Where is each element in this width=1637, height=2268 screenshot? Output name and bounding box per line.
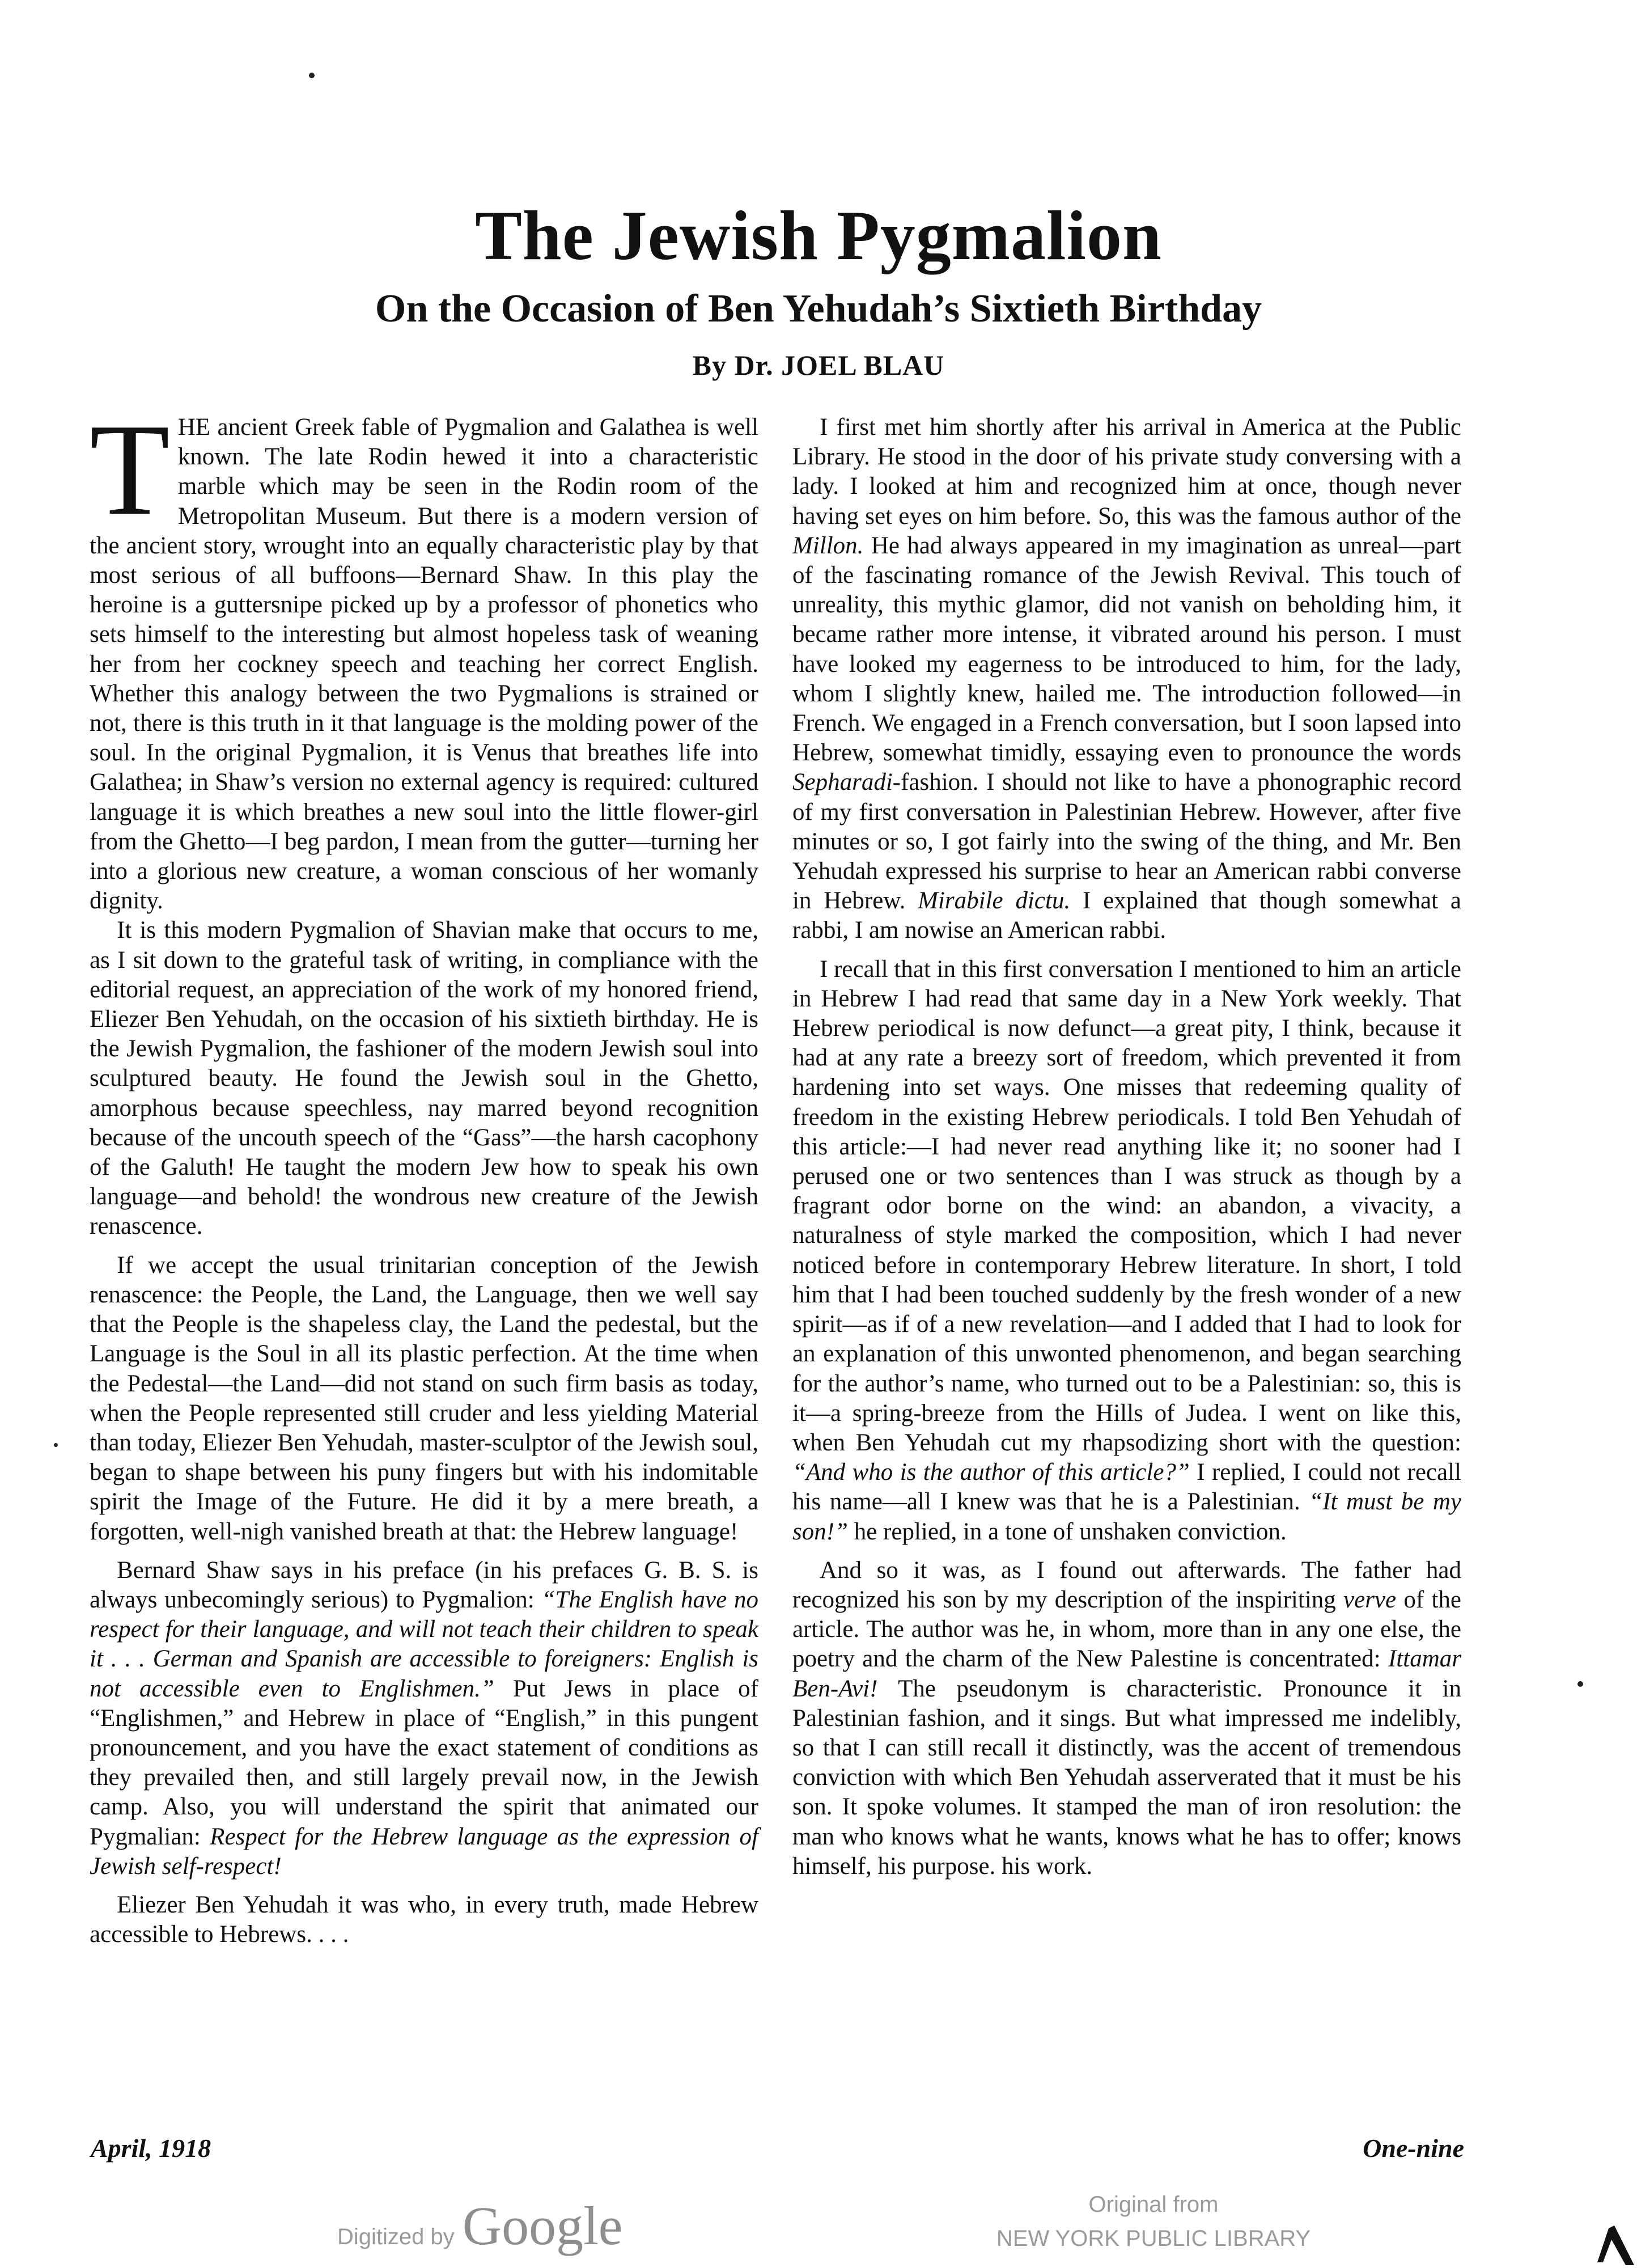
paragraph-1: [90, 397, 758, 916]
motto-quote: Respect for the Hebrew language as the expression of Jewish self-respect!: [90, 1823, 759, 1880]
pseudonym: Ittamar Ben-Avi!: [792, 1645, 1461, 1702]
paragraph-3: If we accept the usual trinitarian conception of the Jewish renascence: the People, the Land, the Language, then we well say that the People is the shapeless clay, the Land the pedestal, but the Language is the Soul in all its plastic perfection. At the time when the Pedestal—the Land—did not stand on such firm basis as today, when the People represented still cruder and less yielding Material than today, Eliezer Ben Yehudah, master-sculptor of the Jewish soul, began to shape between his puny fingers but with his indomitable spirit the Image of the Future. He did it by a mere breath, a forgotten, well-nigh vanished breath at that: the Hebrew language!: [90, 1251, 758, 1545]
paragraph-6: [792, 413, 1461, 946]
article-title: The Jewish Pygmalion: [475, 197, 1162, 274]
library-name: NEW YORK PUBLIC LIBRARY: [996, 2226, 1311, 2251]
scan-speck: [309, 73, 315, 78]
verve-term: verve: [1343, 1586, 1397, 1613]
paragraph-5: Eliezer Ben Yehudah it was who, in every truth, made Hebrew accessible to Hebrews. . . .: [90, 1891, 758, 1948]
article-byline: By Dr. JOEL BLAU: [692, 349, 945, 381]
article-subtitle: On the Occasion of Ben Yehudah’s Sixtieth Birthday: [375, 287, 1262, 331]
son-quote: “It must be my son!”: [792, 1488, 1461, 1545]
corner-ornament-icon: [1586, 2223, 1637, 2268]
original-from-label: Original from: [1088, 2192, 1219, 2217]
paragraph-text: of the article. The author was he, in whom, more than in any one else, the poetry and the charm of the New Palestine is concentrated:: [792, 1586, 1461, 1673]
paragraph-text: -fashion. I should not like to have a phonographic record of my first conversation in Palestinian Hebrew. However, after five minutes or so, I got fairly into the swing of the thing, and Mr. Ben Yehudah expressed his surprise to hear an American rabbi converse in Hebrew.: [792, 769, 1461, 915]
paragraph-text: The pseudonym is characteristic. Pronounce it in Palestinian fashion, and it sings. But what impressed me indelibly, so that I can still recall it distinctly, was the accent of tremendous conviction with which Ben Yehudah asserverated that it must be his son. It spoke volumes. It stamped the man of iron resolution: the man who knows what he wants, knows what he has to offer; knows himself, his purpose. his work.: [792, 1675, 1461, 1880]
paragraph-text: Bernard Shaw says in his preface (in his prefaces G. B. S. is always unbecomingly serious) to Pygmalion:: [90, 1556, 758, 1613]
paragraph-4: [90, 1556, 758, 1881]
paragraph-8: [792, 1556, 1461, 1881]
drop-cap: T: [90, 397, 170, 543]
right-column: [792, 413, 1461, 1881]
scan-speck: [1577, 1681, 1583, 1687]
paragraph-7: [792, 955, 1461, 1547]
paragraph-text: I first met him shortly after his arrival in America at the Public Library. He stood in the door of his private study conversing with a lady. I looked at him and recognized him at once, though never having set eyes on him before. So, this was the famous author of the: [792, 414, 1461, 530]
sepharadi-term: Sepharadi: [792, 769, 893, 796]
paragraph-text: I recall that in this first conversation I mentioned to him an article in Hebrew I had read that same day in a New York weekly. That Hebrew periodical is now defunct—a great pity, I think, because it had at any rate a breezy sort of freedom, which prevented it from hardening into set ways. One misses that redeeming quality of freedom in the existing Hebrew periodicals. I told Ben Yehudah of this article:—I had never read anything like it; no sooner had I perused one or two sentences than I was struck as though by a fragrant odor borne on the wind: an abandon, a vivacity, a naturalness of style marked the composition, which I had never noticed before in contemporary Hebrew literature. In short, I told him that I had been touched suddenly by the fresh wonder of a new spirit—as if of a new revelation—and I added that I had to look for an explanation of this unwonted phenomenon, and began searching for the author’s name, who turned out to be a Palestinian: so, this is it—a spring-breeze from the Hills of Judea. I went on like this, when Ben Yehudah cut my rhapsodizing short with the question:: [792, 955, 1461, 1456]
shaw-quote: “The English have no respect for their language, and will not teach their children to speak it . . . German and Spanish are accessible to foreigners: English is not accessible even to Englishmen.”: [90, 1586, 758, 1702]
page-number: One-nine: [1363, 2134, 1464, 2163]
google-logo: Google: [462, 2195, 623, 2256]
digitized-watermark: [337, 2194, 622, 2257]
issue-date: April, 1918: [91, 2134, 211, 2163]
question-quote: “And who is the author of this article?”: [792, 1459, 1190, 1486]
paragraph-text: Put Jews in place of “Englishmen,” and Hebrew in place of “English,” in this pungent pronouncement, and you have the exact statement of conditions as they prevailed then, and still largely prevail now, in the Jewish camp. Also, you will understand the spirit that animated our Pygmalian:: [90, 1675, 758, 1850]
paragraph-text: He had always appeared in my imagination as unreal—part of the fascinating romance of the Jewish Revival. This touch of unreality, this mythic glamor, did not vanish on beholding him, it became rather more intense, it vibrated around his person. I must have looked my eagerness to be introduced to him, for the lady, whom I slightly knew, hailed me. The introduction followed—in French. We engaged in a French conversation, but I soon lapsed into Hebrew, somewhat timidly, essaying even to pronounce the words: [792, 532, 1461, 767]
scan-speck: [54, 1443, 58, 1447]
paragraph-text: And so it was, as I found out afterwards. The father had recognized his son by my description of the inspiriting: [792, 1556, 1461, 1613]
left-column: [90, 397, 759, 1949]
paragraph-text: HE ancient Greek fable of Pygmalion and Galathea is well known. The late Rodin hewed it into a characteristic marble which may be seen in the Rodin room of the Metropolitan Museum. But there is a modern version of the ancient story, wrought into an equally characteristic play by that most serious of all buffoons—Bernard Shaw. In this play the heroine is a guttersnipe picked up by a professor of phonetics who sets himself to the interesting but almost hopeless task of weaning her from her cockney speech and teaching her correct English. Whether this analogy between the two Pygmalions is strained or not, there is this truth in it that language is the molding power of the soul. In the original Pygmalion, it is Venus that breathes life into Galathea; in Shaw’s version no external agency is required: cultured language it is which breathes a new soul into the little flower-girl from the Ghetto—I beg pardon, I mean from the gutter—turning her into a glorious new creature, a woman conscious of her womanly dignity.: [90, 414, 758, 915]
paragraph-text: I replied, I could not recall his name—all I knew was that he is a Palestinian.: [792, 1459, 1461, 1516]
paragraph-2: It is this modern Pygmalion of Shavian make that occurs to me, as I sit down to the grateful task of writing, in compliance with the editorial request, an appreciation of the work of my honored friend, Eliezer Ben Yehudah, on the occasion of his sixtieth birthday. He is the Jewish Pygmalion, the fashioner of the modern Jewish soul into sculptured beauty. He found the Jewish soul in the Ghetto, amorphous because speechless, nay marred beyond recognition because of the uncouth speech of the “Gass”—the harsh cacophony of the Galuth! He taught the modern Jew how to speak his own language—and behold! the wondrous new creature of the Jewish renascence.: [90, 917, 758, 1240]
millon-title: Millon.: [792, 532, 864, 559]
digitized-label: Digitized by: [337, 2224, 455, 2249]
mirabile-dictu: Mirabile dictu.: [918, 887, 1071, 915]
library-watermark: [983, 2187, 1324, 2256]
paragraph-text: he replied, in a tone of unshaken conviction.: [847, 1518, 1287, 1545]
paragraph-text: I explained that though somewhat a rabbi, I am nowise an American rabbi.: [792, 887, 1461, 944]
